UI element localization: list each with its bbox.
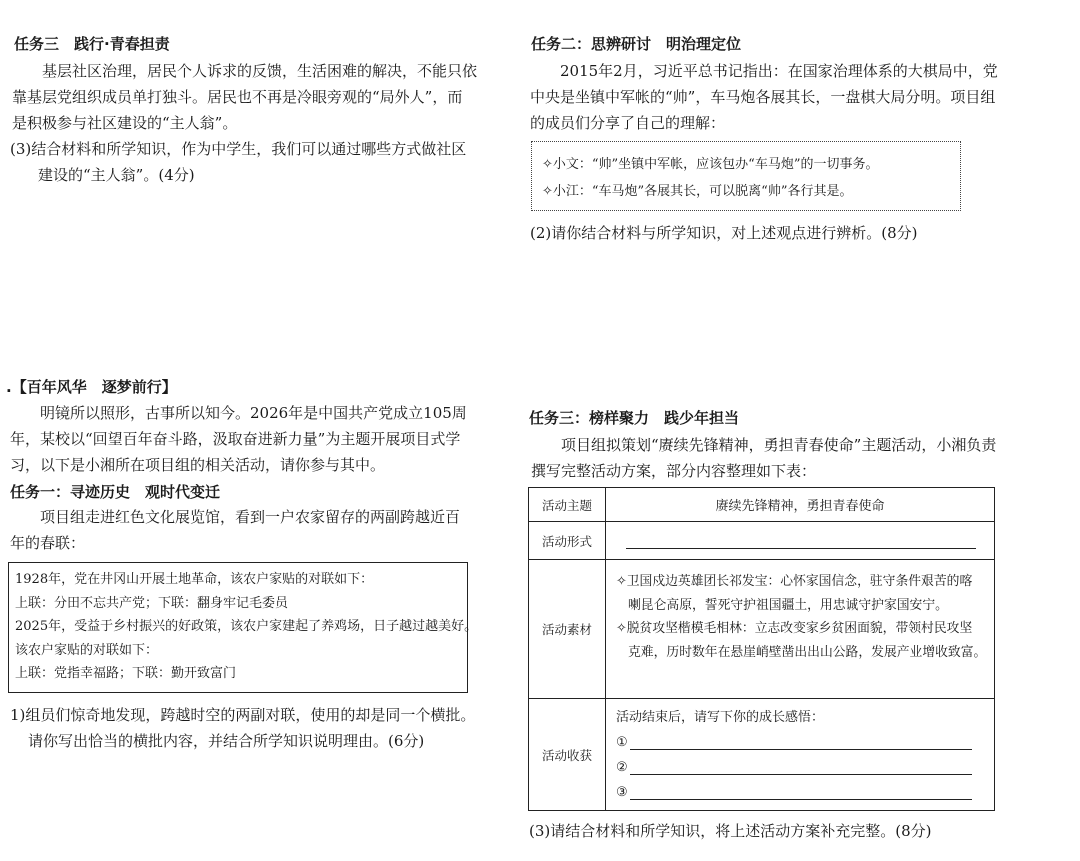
text-line: 1)组员们惊奇地发现，跨越时空的两副对联，使用的却是同一个横批。 [10, 706, 476, 724]
text-line: (3)结合材料和所学知识，作为中学生，我们可以通过哪些方式做社区 [10, 140, 467, 158]
q3-question [10, 702, 480, 754]
activity-plan-table [528, 487, 995, 811]
gain-prompt: 活动结束后，请写下你的成长感悟： [616, 710, 825, 725]
table-row [529, 488, 995, 522]
text-line: ✧卫国戍边英雄团长祁发宝：心怀家国信念，驻守条件艰苦的喀 [616, 574, 973, 589]
form-label: 活动形式 [529, 522, 606, 560]
text-line: 请你写出恰当的横批内容，并结合所学知识说明理由。(6分) [28, 732, 425, 750]
text-line: 2015年2月，习近平总书记指出：在国家治理体系的大棋局中，党 [560, 62, 998, 80]
q1-material [12, 58, 478, 136]
task-title-q4: 任务三：榜样聚力 践少年担当 [529, 409, 740, 427]
table-row [529, 522, 995, 560]
gain-label: 活动收获 [529, 699, 606, 811]
q1-question [10, 136, 480, 188]
material-cell [606, 560, 995, 699]
text-line: 克难，历时数年在悬崖峭壁凿出出山公路，发展产业增收致富。 [628, 644, 987, 660]
text-line: 建设的“主人翁”。(4分) [38, 166, 195, 184]
text-line: 年的春联： [10, 534, 86, 552]
text-line: 的成员们分享了自己的理解： [530, 114, 726, 132]
q3-task-text [10, 504, 480, 556]
view-xiaojiang: ✧小江：“车马炮”各展其长，可以脱离“帅”各行其是。 [542, 184, 853, 199]
q2-material [530, 58, 1000, 136]
text-line: 上联：分田不忘共产党；下联：翻身牢记毛委员 [15, 595, 289, 611]
text-line: 靠基层党组织成员单打独斗。居民也不再是冷眼旁观的“局外人”，而 [12, 88, 463, 106]
text-line: 1928年，党在井冈山开展土地革命，该农户家贴的对联如下： [15, 572, 374, 587]
gain-num-2: ② [616, 760, 628, 775]
gain-num-3: ③ [616, 785, 628, 800]
text-line: 是积极参与社区建设的“主人翁”。 [12, 114, 238, 132]
gain-num-1: ① [616, 735, 628, 750]
text-line: 年，某校以“回望百年奋斗路，汲取奋进新力量”为主题开展项目式学 [10, 430, 461, 448]
text-line: 该农户家贴的对联如下： [15, 642, 159, 658]
q3-material [10, 400, 480, 478]
text-line: 明镜所以照形，古事所以知今。2026年是中国共产党成立105周 [40, 404, 467, 422]
text-line: 撰写完整活动方案，部分内容整理如下表： [531, 462, 817, 480]
text-line: 中央是坐镇中军帐的“帅”，车马炮各展其长，一盘棋大局分明。项目组 [530, 88, 996, 106]
view-xiaowen: ✧小文：“帅”坐镇中军帐，应该包办“车马炮”的一切事务。 [542, 157, 879, 172]
gain-answer-line-2[interactable] [630, 760, 972, 775]
section-title: .【百年风华 逐梦前行】 [6, 378, 177, 396]
text-line: 项目组走进红色文化展览馆，看到一户农家留存的两副跨越近百 [40, 508, 461, 526]
theme-value: 赓续先锋精神，勇担青春使命 [606, 488, 995, 522]
gain-answer-line-3[interactable] [630, 785, 972, 800]
q4-material [531, 432, 1001, 484]
form-answer-line[interactable] [626, 532, 976, 549]
theme-label: 活动主题 [529, 488, 606, 522]
table-row [529, 699, 995, 811]
table-row [529, 560, 995, 699]
text-line: 2025年，受益于乡村振兴的好政策，该农户家建起了养鸡场，日子越过越美好。 [15, 619, 478, 634]
material-label: 活动素材 [529, 560, 606, 699]
task-title-q3: 任务一：寻迹历史 观时代变迁 [10, 483, 221, 501]
task-title-q2: 任务二：思辨研讨 明治理定位 [531, 35, 742, 53]
gain-cell [606, 699, 995, 811]
gain-answer-line-1[interactable] [630, 735, 972, 750]
text-line: ✧脱贫攻坚楷模毛相林：立志改变家乡贫困面貌，带领村民攻坚 [616, 621, 973, 636]
q4-question: (3)请结合材料和所学知识，将上述活动方案补充完整。(8分) [529, 822, 932, 840]
text-line: 基层社区治理，居民个人诉求的反馈，生活困难的解决，不能只依 [42, 62, 478, 80]
text-line: 项目组拟策划“赓续先锋精神，勇担青春使命”主题活动，小湘负责 [561, 436, 997, 454]
text-line: 习，以下是小湘所在项目组的相关活动，请你参与其中。 [10, 456, 386, 474]
task-title-q1: 任务三 践行·青春担责 [14, 35, 170, 53]
views-box [531, 141, 961, 211]
q2-question: (2)请你结合材料与所学知识，对上述观点进行辨析。(8分) [530, 224, 918, 242]
text-line: 喇昆仑高原，誓死守护祖国疆土，用忠诚守护家国安宁。 [628, 597, 948, 613]
couplets-box [8, 562, 478, 693]
text-line: 上联：党指幸福路；下联：勤开致富门 [15, 666, 237, 681]
form-answer-cell [606, 522, 995, 560]
